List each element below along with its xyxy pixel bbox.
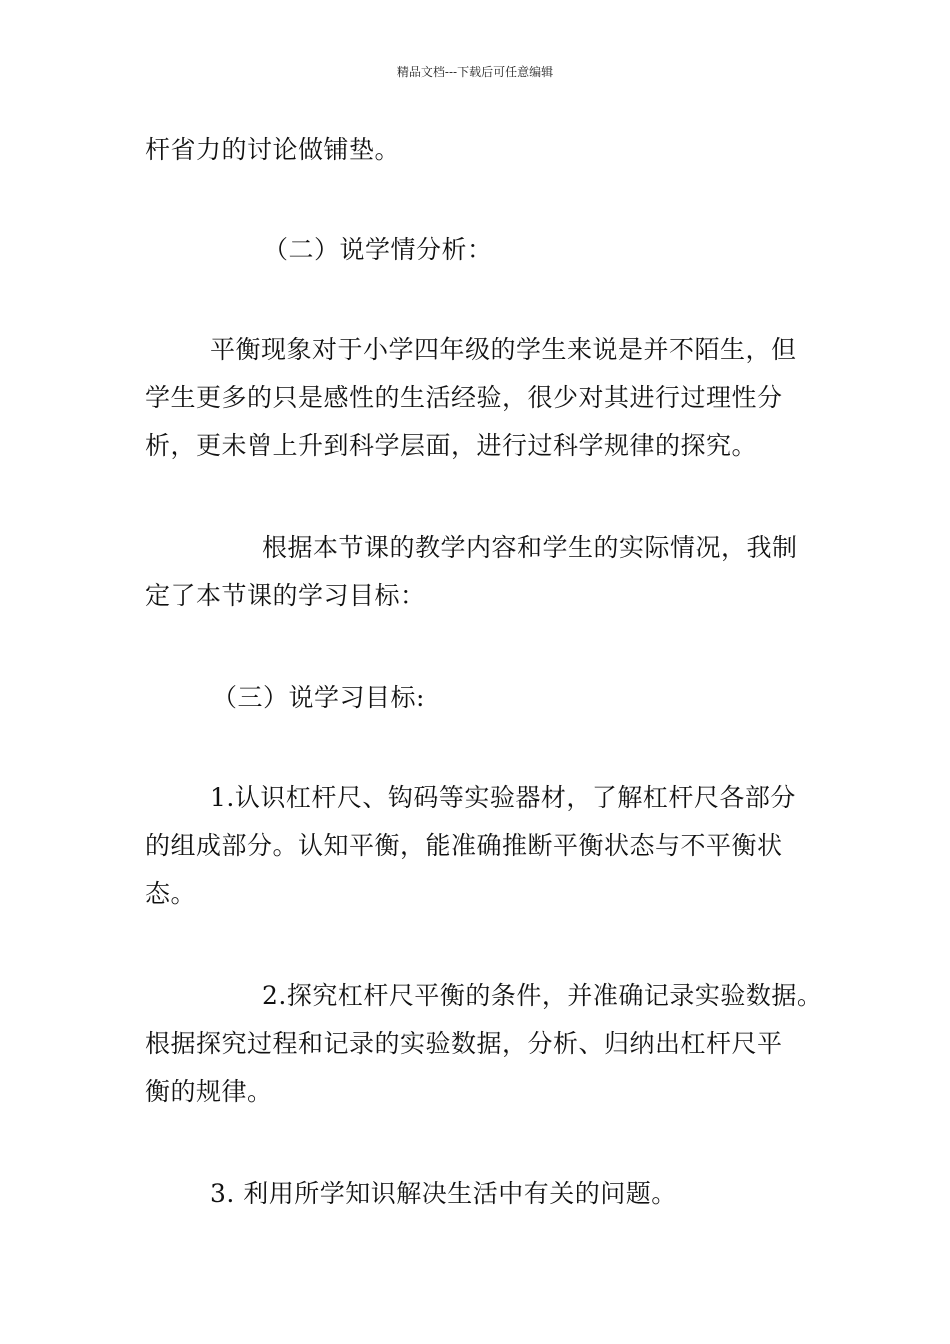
- objective-3-line: 3. 利用所学知识解决生活中有关的问题。: [210, 1179, 677, 1208]
- paragraph-line: 平衡现象对于小学四年级的学生来说是并不陌生，但: [210, 335, 797, 364]
- paragraph-line: 析，更未曾上升到科学层面，进行过科学规律的探究。: [145, 431, 758, 460]
- paragraph-line: 学生更多的只是感性的生活经验，很少对其进行过理性分: [145, 383, 783, 412]
- page-header: 精品文档---下载后可任意编辑: [396, 65, 554, 79]
- paragraph-line: 定了本节课的学习目标：: [145, 581, 426, 610]
- paragraph-line: 杆省力的讨论做铺垫。: [145, 135, 401, 164]
- objective-2-line: 2.探究杠杆尺平衡的条件，并准确记录实验数据。: [262, 981, 823, 1010]
- objective-1-line: 态。: [145, 879, 197, 908]
- paragraph-line: 根据本节课的教学内容和学生的实际情况，我制: [262, 533, 798, 562]
- section-heading-learning-analysis: （二）说学情分析：: [263, 235, 493, 264]
- objective-1-line: 1.认识杠杆尺、钩码等实验器材，了解杠杆尺各部分: [210, 783, 796, 812]
- objective-2-line: 根据探究过程和记录的实验数据，分析、归纳出杠杆尺平: [145, 1029, 783, 1058]
- objective-2-line: 衡的规律。: [145, 1077, 273, 1106]
- objective-1-line: 的组成部分。认知平衡，能准确推断平衡状态与不平衡状: [145, 831, 783, 860]
- section-heading-learning-objectives: （三）说学习目标:: [212, 683, 425, 712]
